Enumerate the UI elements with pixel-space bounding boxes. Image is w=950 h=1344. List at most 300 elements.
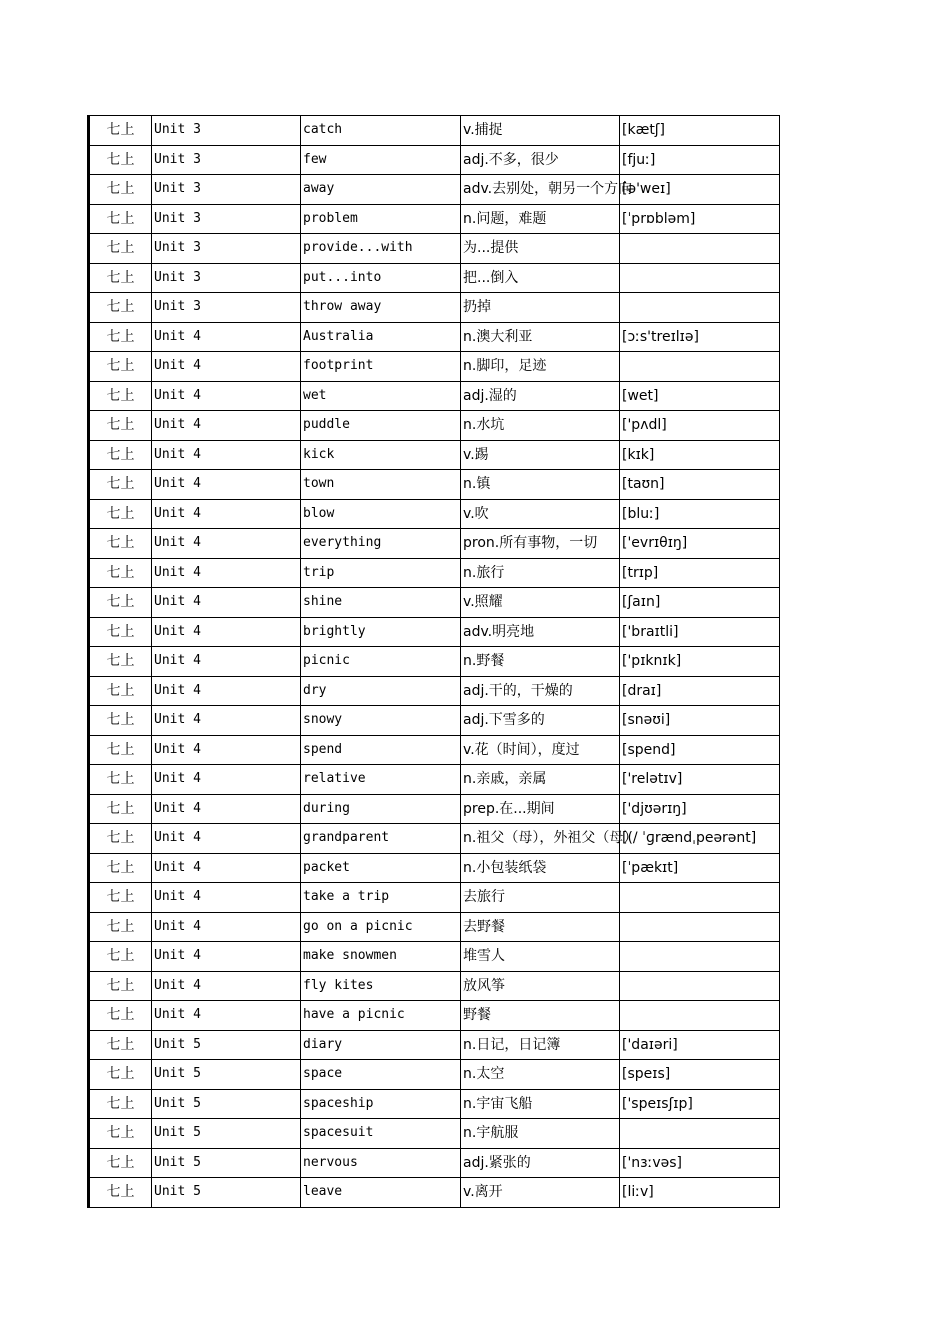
word-cell	[301, 293, 461, 323]
word-cell-text: take a trip	[303, 889, 390, 905]
unit-cell	[152, 470, 301, 500]
word-cell-text: relative	[303, 771, 366, 787]
word-cell-text: have a picnic	[303, 1007, 405, 1023]
meaning-cell	[461, 1178, 620, 1208]
word-cell	[301, 706, 461, 736]
grade-cell	[89, 263, 152, 293]
grade-cell	[89, 1089, 152, 1119]
phonetic-cell-text: [ə'weɪ]	[622, 181, 671, 198]
table-row	[89, 352, 780, 382]
phonetic-cell	[620, 883, 780, 913]
word-cell	[301, 765, 461, 795]
grade-cell-text: 七上	[106, 741, 135, 758]
phonetic-cell-text: [snəʊi]	[622, 712, 671, 729]
phonetic-cell-text: [ʃaɪn]	[622, 594, 661, 611]
word-cell-text: go on a picnic	[303, 918, 413, 934]
word-cell-text: space	[303, 1066, 343, 1082]
grade-cell-text: 七上	[106, 800, 135, 817]
grade-cell-text: 七上	[106, 328, 135, 345]
phonetic-cell	[620, 647, 780, 677]
phonetic-cell	[620, 971, 780, 1001]
grade-cell-text: 七上	[106, 476, 135, 493]
unit-cell-text: Unit 4	[154, 328, 201, 344]
meaning-cell	[461, 676, 620, 706]
meaning-cell-text: adj.紧张的	[463, 1154, 531, 1171]
word-cell	[301, 558, 461, 588]
unit-cell-text: Unit 4	[154, 682, 201, 698]
word-cell-text: spaceship	[303, 1095, 374, 1111]
phonetic-cell-text: [fjuː]	[622, 151, 656, 168]
word-cell	[301, 411, 461, 441]
table-row	[89, 824, 780, 854]
unit-cell-text: Unit 4	[154, 741, 201, 757]
meaning-cell-text: n.小包装纸袋	[463, 859, 547, 876]
word-cell	[301, 853, 461, 883]
unit-cell	[152, 971, 301, 1001]
word-cell-text: trip	[303, 564, 335, 580]
grade-cell	[89, 647, 152, 677]
meaning-cell	[461, 145, 620, 175]
grade-cell-text: 七上	[106, 417, 135, 434]
phonetic-cell	[620, 558, 780, 588]
word-cell	[301, 381, 461, 411]
meaning-cell	[461, 735, 620, 765]
grade-cell-text: 七上	[106, 151, 135, 168]
meaning-cell	[461, 175, 633, 205]
phonetic-cell	[620, 853, 780, 883]
phonetic-cell	[620, 588, 780, 618]
grade-cell	[89, 116, 152, 146]
meaning-cell-text: v.花（时间），度过	[463, 741, 580, 758]
word-cell	[301, 942, 461, 972]
unit-cell	[152, 1119, 301, 1149]
word-cell	[301, 175, 461, 205]
phonetic-cell	[620, 411, 780, 441]
word-cell	[301, 1001, 461, 1031]
unit-cell-text: Unit 4	[154, 653, 201, 669]
grade-cell	[89, 883, 152, 913]
phonetic-cell	[620, 116, 780, 146]
grade-cell-text: 七上	[106, 653, 135, 670]
unit-cell-text: Unit 4	[154, 358, 201, 374]
word-cell	[301, 352, 461, 382]
word-cell	[301, 145, 461, 175]
table-row	[89, 1119, 780, 1149]
unit-cell	[152, 794, 301, 824]
table-row	[89, 765, 780, 795]
meaning-cell	[461, 440, 620, 470]
phonetic-cell	[620, 263, 780, 293]
vocabulary-table	[87, 115, 780, 1208]
meaning-cell-text: n.镇	[463, 476, 491, 493]
table-row	[89, 145, 780, 175]
meaning-cell-text: 去野餐	[463, 918, 505, 935]
word-cell-text: snowy	[303, 712, 343, 728]
meaning-cell-text: adj.下雪多的	[463, 712, 545, 729]
unit-cell	[152, 352, 301, 382]
phonetic-cell	[620, 293, 780, 323]
meaning-cell-text: adj.湿的	[463, 387, 517, 404]
table-row	[89, 558, 780, 588]
unit-cell-text: Unit 4	[154, 505, 201, 521]
phonetic-cell	[620, 735, 780, 765]
word-cell-text: make snowmen	[303, 948, 397, 964]
word-cell	[301, 322, 461, 352]
word-cell	[301, 647, 461, 677]
phonetic-cell	[620, 529, 780, 559]
unit-cell-text: Unit 3	[154, 151, 201, 167]
unit-cell	[152, 735, 301, 765]
grade-cell	[89, 293, 152, 323]
grade-cell	[89, 499, 152, 529]
grade-cell-text: 七上	[106, 1036, 135, 1053]
unit-cell	[152, 647, 301, 677]
word-cell	[301, 116, 461, 146]
grade-cell-text: 七上	[106, 1154, 135, 1171]
grade-cell-text: 七上	[106, 712, 135, 729]
phonetic-cell-text: ['relətɪv]	[622, 771, 683, 788]
meaning-cell	[461, 1148, 620, 1178]
table-row	[89, 322, 780, 352]
unit-cell	[152, 381, 301, 411]
grade-cell	[89, 706, 152, 736]
table-row	[89, 263, 780, 293]
grade-cell	[89, 1119, 152, 1149]
grade-cell	[89, 145, 152, 175]
grade-cell-text: 七上	[106, 387, 135, 404]
phonetic-cell-text: [trɪp]	[622, 564, 659, 581]
meaning-cell-text: n.水坑	[463, 417, 505, 434]
grade-cell	[89, 971, 152, 1001]
phonetic-cell	[620, 440, 780, 470]
unit-cell	[152, 1178, 301, 1208]
unit-cell-text: Unit 4	[154, 387, 201, 403]
unit-cell-text: Unit 4	[154, 417, 201, 433]
phonetic-cell-text: ['djʊərɪŋ]	[622, 800, 687, 817]
unit-cell	[152, 588, 301, 618]
table-row	[89, 735, 780, 765]
grade-cell	[89, 1148, 152, 1178]
word-cell	[301, 794, 461, 824]
meaning-cell-text: 野餐	[463, 1007, 491, 1024]
unit-cell-text: Unit 4	[154, 594, 201, 610]
unit-cell-text: Unit 3	[154, 240, 201, 256]
meaning-cell	[461, 116, 620, 146]
word-cell	[301, 1178, 461, 1208]
meaning-cell-text: n.祖父（母），外祖父（母）	[463, 830, 638, 847]
meaning-cell	[461, 234, 620, 264]
word-cell-text: nervous	[303, 1154, 358, 1170]
word-cell-text: everything	[303, 535, 382, 551]
word-cell-text: problem	[303, 210, 358, 226]
table-row	[89, 1089, 780, 1119]
grade-cell-text: 七上	[106, 240, 135, 257]
unit-cell-text: Unit 3	[154, 269, 201, 285]
phonetic-cell-text: ['evrɪθɪŋ]	[622, 535, 688, 552]
word-cell-text: throw away	[303, 299, 382, 315]
table-row	[89, 676, 780, 706]
meaning-cell	[461, 1030, 620, 1060]
word-cell	[301, 971, 461, 1001]
unit-cell-text: Unit 5	[154, 1066, 201, 1082]
unit-cell-text: Unit 4	[154, 476, 201, 492]
meaning-cell	[461, 942, 620, 972]
unit-cell-text: Unit 4	[154, 918, 201, 934]
phonetic-cell	[620, 617, 780, 647]
table-row	[89, 234, 780, 264]
meaning-cell	[461, 794, 620, 824]
unit-cell	[152, 175, 301, 205]
phonetic-cell	[620, 1030, 780, 1060]
grade-cell	[89, 824, 152, 854]
grade-cell	[89, 588, 152, 618]
meaning-cell-text: v.踢	[463, 446, 489, 463]
word-cell-text: diary	[303, 1036, 343, 1052]
grade-cell-text: 七上	[106, 1095, 135, 1112]
grade-cell	[89, 794, 152, 824]
table-row	[89, 853, 780, 883]
grade-cell-text: 七上	[106, 771, 135, 788]
unit-cell	[152, 411, 301, 441]
table-row	[89, 942, 780, 972]
grade-cell	[89, 1001, 152, 1031]
unit-cell-text: Unit 4	[154, 446, 201, 462]
table-row	[89, 175, 780, 205]
phonetic-cell	[620, 204, 780, 234]
grade-cell-text: 七上	[106, 948, 135, 965]
meaning-cell	[461, 322, 620, 352]
table-row	[89, 706, 780, 736]
grade-cell-text: 七上	[106, 358, 135, 375]
grade-cell-text: 七上	[106, 210, 135, 227]
meaning-cell	[461, 204, 620, 234]
word-cell-text: wet	[303, 387, 327, 403]
phonetic-cell-text: ['pʌdl]	[622, 417, 667, 434]
unit-cell-text: Unit 4	[154, 977, 201, 993]
meaning-cell	[461, 706, 620, 736]
phonetic-cell	[620, 1119, 780, 1149]
word-cell	[301, 204, 461, 234]
meaning-cell	[461, 411, 620, 441]
word-cell	[301, 617, 461, 647]
phonetic-cell-text: [ˈprɒbləm]	[622, 210, 696, 227]
word-cell	[301, 1030, 461, 1060]
grade-cell	[89, 411, 152, 441]
meaning-cell-text: pron.所有事物，一切	[463, 535, 598, 552]
vocabulary-table-body	[89, 116, 780, 1208]
meaning-cell	[461, 765, 620, 795]
meaning-cell-text: 为...提供	[463, 240, 519, 257]
unit-cell-text: Unit 5	[154, 1154, 201, 1170]
word-cell-text: footprint	[303, 358, 374, 374]
phonetic-cell-text: [liːv]	[622, 1184, 654, 1201]
word-cell	[301, 735, 461, 765]
unit-cell-text: Unit 4	[154, 771, 201, 787]
table-row	[89, 971, 780, 1001]
table-row	[89, 588, 780, 618]
meaning-cell	[461, 853, 620, 883]
unit-cell	[152, 558, 301, 588]
word-cell	[301, 1148, 461, 1178]
word-cell-text: packet	[303, 859, 350, 875]
table-row	[89, 617, 780, 647]
grade-cell-text: 七上	[106, 623, 135, 640]
phonetic-cell-text: [spend]	[622, 741, 676, 758]
meaning-cell	[461, 883, 620, 913]
phonetic-cell	[620, 824, 780, 854]
phonetic-cell	[620, 676, 780, 706]
unit-cell-text: Unit 3	[154, 210, 201, 226]
unit-cell	[152, 1060, 301, 1090]
word-cell	[301, 883, 461, 913]
meaning-cell	[461, 352, 620, 382]
meaning-cell	[461, 912, 620, 942]
word-cell-text: blow	[303, 505, 335, 521]
grade-cell-text: 七上	[106, 1007, 135, 1024]
unit-cell	[152, 617, 301, 647]
meaning-cell	[461, 529, 620, 559]
meaning-cell-text: n.澳大利亚	[463, 328, 533, 345]
meaning-cell	[461, 263, 620, 293]
phonetic-cell	[620, 706, 780, 736]
grade-cell-text: 七上	[106, 977, 135, 994]
phonetic-cell	[620, 499, 780, 529]
unit-cell	[152, 1001, 301, 1031]
word-cell-text: few	[303, 151, 327, 167]
phonetic-cell	[620, 765, 780, 795]
word-cell-text: town	[303, 476, 335, 492]
unit-cell-text: Unit 4	[154, 859, 201, 875]
phonetic-cell	[620, 912, 780, 942]
meaning-cell-text: n.问题，难题	[463, 210, 547, 227]
meaning-cell-text: v.离开	[463, 1184, 503, 1201]
unit-cell	[152, 883, 301, 913]
word-cell	[301, 440, 461, 470]
phonetic-cell-text: [speɪs]	[622, 1066, 671, 1083]
unit-cell	[152, 1148, 301, 1178]
phonetic-cell	[620, 470, 780, 500]
phonetic-cell	[620, 1060, 780, 1090]
phonetic-cell-text: ['daɪəri]	[622, 1036, 678, 1053]
unit-cell-text: Unit 5	[154, 1125, 201, 1141]
grade-cell	[89, 735, 152, 765]
grade-cell	[89, 352, 152, 382]
unit-cell-text: Unit 4	[154, 623, 201, 639]
phonetic-cell-text: [ˈpækɪt]	[622, 859, 679, 876]
meaning-cell-text: 放风筝	[463, 977, 505, 994]
table-row	[89, 1060, 780, 1090]
phonetic-cell	[620, 1001, 780, 1031]
table-row	[89, 1001, 780, 1031]
grade-cell	[89, 558, 152, 588]
meaning-cell	[461, 824, 638, 854]
grade-cell	[89, 204, 152, 234]
meaning-cell-text: n.脚印，足迹	[463, 358, 547, 375]
grade-cell-text: 七上	[106, 859, 135, 876]
phonetic-cell	[620, 942, 780, 972]
word-cell-text: picnic	[303, 653, 350, 669]
unit-cell	[152, 499, 301, 529]
phonetic-cell	[620, 352, 780, 382]
grade-cell	[89, 529, 152, 559]
word-cell	[301, 824, 461, 854]
phonetic-cell-text: ['nɜːvəs]	[622, 1154, 682, 1171]
word-cell	[301, 234, 461, 264]
unit-cell	[152, 293, 301, 323]
unit-cell	[152, 853, 301, 883]
unit-cell	[152, 116, 301, 146]
meaning-cell	[461, 588, 620, 618]
meaning-cell-text: adv.明亮地	[463, 623, 535, 640]
table-row	[89, 912, 780, 942]
phonetic-cell	[620, 1178, 780, 1208]
unit-cell-text: Unit 5	[154, 1036, 201, 1052]
unit-cell-text: Unit 4	[154, 889, 201, 905]
unit-cell	[152, 824, 301, 854]
phonetic-cell	[620, 145, 780, 175]
table-row	[89, 411, 780, 441]
unit-cell-text: Unit 4	[154, 1007, 201, 1023]
unit-cell	[152, 676, 301, 706]
table-row	[89, 204, 780, 234]
grade-cell-text: 七上	[106, 889, 135, 906]
word-cell-text: leave	[303, 1184, 343, 1200]
meaning-cell-text: n.太空	[463, 1066, 505, 1083]
word-cell-text: put...into	[303, 269, 382, 285]
phonetic-cell-text: [(/ ˈɡrændˌpeərənt]	[622, 830, 757, 847]
grade-cell	[89, 1030, 152, 1060]
phonetic-cell-text: ['speɪsʃɪp]	[622, 1095, 693, 1112]
grade-cell-text: 七上	[106, 1184, 135, 1201]
word-cell-text: fly kites	[303, 977, 374, 993]
table-row	[89, 499, 780, 529]
table-row	[89, 293, 780, 323]
phonetic-cell	[620, 234, 780, 264]
unit-cell	[152, 263, 301, 293]
grade-cell-text: 七上	[106, 1066, 135, 1083]
unit-cell-text: Unit 5	[154, 1184, 201, 1200]
phonetic-cell-text: ['pɪknɪk]	[622, 653, 682, 670]
meaning-cell	[461, 971, 620, 1001]
meaning-cell	[461, 647, 620, 677]
word-cell-text: kick	[303, 446, 335, 462]
meaning-cell	[461, 470, 620, 500]
grade-cell	[89, 322, 152, 352]
table-row	[89, 529, 780, 559]
meaning-cell-text: 把...倒入	[463, 269, 519, 286]
table-row	[89, 470, 780, 500]
meaning-cell-text: prep.在...期间	[463, 800, 555, 817]
phonetic-cell-text: ['braɪtli]	[622, 623, 679, 640]
grade-cell-text: 七上	[106, 181, 135, 198]
word-cell	[301, 912, 461, 942]
word-cell-text: puddle	[303, 417, 350, 433]
phonetic-cell	[620, 381, 780, 411]
table-row	[89, 1030, 780, 1060]
phonetic-cell	[620, 1148, 780, 1178]
unit-cell	[152, 322, 301, 352]
word-cell-text: Australia	[303, 328, 374, 344]
unit-cell	[152, 706, 301, 736]
unit-cell-text: Unit 3	[154, 122, 201, 138]
meaning-cell-text: n.日记，日记簿	[463, 1036, 561, 1053]
unit-cell	[152, 1089, 301, 1119]
word-cell	[301, 1060, 461, 1090]
phonetic-cell	[620, 794, 780, 824]
meaning-cell	[461, 558, 620, 588]
table-row	[89, 440, 780, 470]
table-row	[89, 883, 780, 913]
